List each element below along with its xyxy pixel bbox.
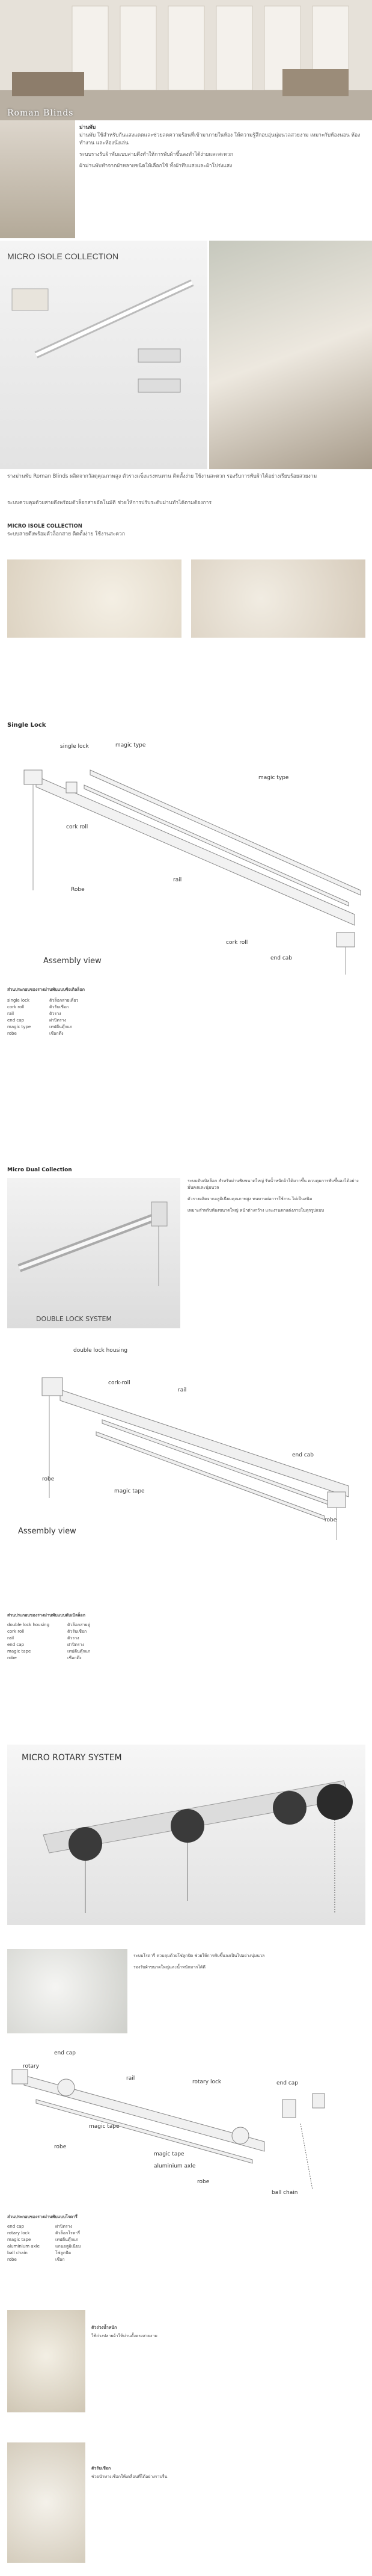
part-row: end cap ฝาปิดราง bbox=[7, 1642, 85, 1647]
micro-dual-diagram bbox=[0, 1348, 372, 1552]
micro-dual-parts-list bbox=[7, 1622, 90, 1662]
accessory-weight bbox=[0, 2310, 372, 2418]
label-cork-roll: cork roll bbox=[66, 824, 88, 830]
label-rotary-lock: rotary lock bbox=[192, 2079, 222, 2085]
micro-rotary-parts-title: ส่วนประกอบของรางม่านพับแบบโรตารี่ bbox=[7, 2214, 78, 2219]
label-end-cap: end cap bbox=[276, 2080, 298, 2086]
label-rail: rail bbox=[173, 877, 182, 883]
label-magic-type: magic type bbox=[115, 742, 146, 748]
part-row: aluminium axle แกนอลูมิเนียม bbox=[7, 2244, 81, 2249]
label-robe: robe bbox=[197, 2179, 210, 2185]
micro-dual-title: Micro Dual Collection bbox=[7, 1167, 72, 1173]
label-rotary: rotary bbox=[23, 2063, 40, 2069]
label-robe: Robe bbox=[71, 887, 85, 893]
micro-rotary-diagram-section bbox=[0, 2045, 372, 2202]
banner-title: Roman Blinds bbox=[7, 108, 74, 118]
micro-dual-parts-title: ส่วนประกอบของรางม่านพับแบบดับเบิลล็อก bbox=[7, 1613, 85, 1618]
label-rail: rail bbox=[126, 2075, 135, 2081]
part-row: cork roll ตัวรับเชือก bbox=[7, 1629, 87, 1634]
intro-text bbox=[79, 124, 365, 170]
micro-dual-section bbox=[0, 1167, 372, 1600]
micro-rotary-diagram bbox=[0, 2045, 372, 2202]
part-row: double lock housing ตัวล็อกสายคู่ bbox=[7, 1622, 91, 1627]
label-robe: robe bbox=[54, 2144, 67, 2150]
label-end-cab: end cab bbox=[292, 1452, 314, 1458]
part-row: magic tape เทปตีนตุ๊กแก bbox=[7, 2237, 79, 2242]
micro-rotary-product bbox=[7, 1745, 365, 1925]
micro-rotary-title: MICRO ROTARY SYSTEM bbox=[22, 1753, 122, 1763]
banner bbox=[0, 0, 372, 120]
part-row: cork roll ตัวรับเชือก bbox=[7, 1005, 69, 1009]
part-row: end cap ฝาปิดราง bbox=[7, 1018, 67, 1023]
accessory-text: ใช้ถ่วงปลายผ้าให้ม่านตั้งตรงสวยงาม bbox=[91, 2334, 157, 2338]
label-double-lock-housing: double lock housing bbox=[73, 1348, 128, 1354]
accessory-title: ตัวรับเชือก bbox=[91, 2466, 111, 2471]
assembly-view-label: Assembly view bbox=[43, 957, 102, 966]
accessory-cord-guide bbox=[0, 2442, 372, 2563]
single-lock-parts-list bbox=[7, 997, 78, 1037]
assembly-view-label: Assembly view bbox=[18, 1527, 76, 1536]
part-row: ball chain โซ่ลูกปัด bbox=[7, 2251, 72, 2255]
label-magic-tape: magic tape bbox=[154, 2151, 184, 2157]
micro-dual-paragraph: ตัวรางผลิตจากอลูมิเนียมคุณภาพสูง ทนทานต่อการใช้งาน ไม่เป็นสนิม bbox=[188, 1197, 313, 1201]
label-end-cab: end cab bbox=[270, 955, 292, 961]
part-row: robe เชือกดึง bbox=[7, 1031, 64, 1036]
label-robe: robe bbox=[325, 1517, 337, 1523]
single-lock-section bbox=[0, 722, 372, 1059]
part-row: rail ตัวราง bbox=[7, 1636, 79, 1641]
single-lock-parts-title: ส่วนประกอบของรางม่านพับแบบซิงเกิลล็อก bbox=[7, 987, 85, 992]
single-lock-title: Single Lock bbox=[7, 722, 46, 729]
weight-photo bbox=[7, 2310, 85, 2412]
micro-isole-title: MICRO ISOLE COLLECTION bbox=[7, 251, 119, 261]
intro-paragraph: ม่านพับ ใช้สำหรับกันแสงแดดและช่วยลดความร้อนที่เข้ามาภายในห้อง ให้ความรู้สึกอบอุ่นนุ่มนวลสวยงาม เหมาะกับห้องนอน ห้องทำงาน และห้องนั่งเล่น bbox=[79, 132, 361, 146]
part-row: robe เชือกดึง bbox=[7, 1656, 82, 1660]
label-ball-chain: ball chain bbox=[272, 2190, 298, 2196]
part-row: robe เชือก bbox=[7, 2257, 65, 2262]
part-row: magic type เทปตีนตุ๊กแก bbox=[7, 1025, 73, 1029]
micro-isole-paragraph: ระบบควบคุมด้วยสายดึงพร้อมตัวล็อกสายอัตโนมัติ ช่วยให้การปรับระดับม่านทำได้ตามต้องการ bbox=[7, 500, 212, 506]
intro-heading: ม่านพับ bbox=[79, 125, 96, 131]
micro-rotary-parts-list bbox=[7, 2223, 81, 2263]
part-row: magic tape เทปตีนตุ๊กแก bbox=[7, 1649, 91, 1654]
single-lock-diagram bbox=[0, 734, 372, 987]
rotary-lock-photo bbox=[7, 1949, 127, 2033]
label-magic-type: magic type bbox=[258, 775, 289, 781]
part-row: rotary lock ตัวล็อกโรตารี่ bbox=[7, 2231, 80, 2236]
label-magic-tape: magic tape bbox=[114, 1488, 145, 1494]
double-lock-product bbox=[7, 1178, 180, 1328]
label-cork-roll: cork-roll bbox=[108, 1380, 130, 1386]
accessory-title: ตัวถ่วงน้ำหนัก bbox=[91, 2325, 117, 2330]
label-robe: robe bbox=[42, 1476, 55, 1482]
micro-isole-room-photo bbox=[209, 241, 372, 469]
micro-rotary-detail bbox=[0, 1949, 372, 2045]
micro-isole-subtext: ระบบสายดึงพร้อมตัวล็อกสาย ติดตั้งง่าย ใช้งานสะดวก bbox=[7, 531, 125, 537]
micro-dual-paragraph: เหมาะสำหรับห้องขนาดใหญ่ หน้าต่างกว้าง และงานตกแต่งภายในทุกรูปแบบ bbox=[188, 1208, 325, 1213]
micro-isole-section bbox=[0, 241, 372, 493]
intro-photo bbox=[0, 120, 75, 238]
micro-isole-product bbox=[0, 241, 207, 469]
label-aluminium-axle: aluminium axle bbox=[154, 2163, 196, 2169]
micro-rotary-paragraph: รองรับผ้าขนาดใหญ่และน้ำหนักมากได้ดี bbox=[133, 1965, 206, 1970]
label-magic-tape: magic tape bbox=[89, 2124, 120, 2130]
label-cork-roll: cork roll bbox=[226, 940, 248, 946]
micro-dual-parts bbox=[0, 1612, 372, 1666]
lock-closeup-photo bbox=[7, 559, 181, 638]
intro-paragraph: ระบบรางรับผ้าพับแบบสายดึงทำให้การพับผ้าขึ้นลงทำได้ง่ายและสะดวก bbox=[79, 152, 233, 158]
intro-section bbox=[0, 120, 372, 241]
micro-rotary-paragraph: ระบบโรตารี่ ควบคุมด้วยโซ่ลูกปัด ช่วยให้การพับขึ้นลงเป็นไปอย่างนุ่มนวล bbox=[133, 1953, 265, 1958]
micro-isole-paragraph: รางม่านพับ Roman Blinds ผลิตจากวัสดุคุณภาพสูง ตัวรางแข็งแรงทนทาน ติดตั้งง่าย ใช้งานสะดวก รองรับการพับผ้าได้อย่างเรียบร้อยสวยงาม bbox=[7, 473, 317, 479]
part-row: single lock ตัวล็อกสายเดี่ยว bbox=[7, 998, 79, 1003]
cord-guide-photo bbox=[7, 2442, 85, 2563]
micro-isole-subheading: MICRO ISOLE COLLECTION bbox=[7, 523, 82, 529]
micro-isole-text bbox=[0, 499, 372, 644]
micro-rotary-parts bbox=[0, 2214, 372, 2274]
cord-closeup-photo bbox=[191, 559, 365, 638]
label-rail: rail bbox=[178, 1387, 187, 1393]
double-lock-label: DOUBLE LOCK SYSTEM bbox=[36, 1315, 112, 1323]
intro-paragraph: ผ้าม่านพับทำจากผ้าหลายชนิดให้เลือกใช้ ทั้งผ้าทึบแสงและผ้าโปร่งแสง bbox=[79, 163, 233, 169]
part-row: rail ตัวราง bbox=[7, 1011, 61, 1016]
label-single-lock: single lock bbox=[60, 744, 89, 750]
banner-photo bbox=[0, 0, 372, 120]
accessory-text: ช่วยนำทางเชือกให้เคลื่อนที่ได้อย่างราบรื่น bbox=[91, 2474, 168, 2479]
label-end-cap: end cap bbox=[54, 2050, 76, 2056]
micro-rotary-section bbox=[0, 1745, 372, 1937]
micro-dual-paragraph: ระบบดับเบิลล็อก สำหรับม่านพับขนาดใหญ่ รับน้ำหนักผ้าได้มากขึ้น ควบคุมการพับขึ้นลงได้อย่างมั่นคงและนุ่มนวล bbox=[188, 1179, 359, 1190]
part-row: end cap ฝาปิดราง bbox=[7, 2224, 73, 2229]
